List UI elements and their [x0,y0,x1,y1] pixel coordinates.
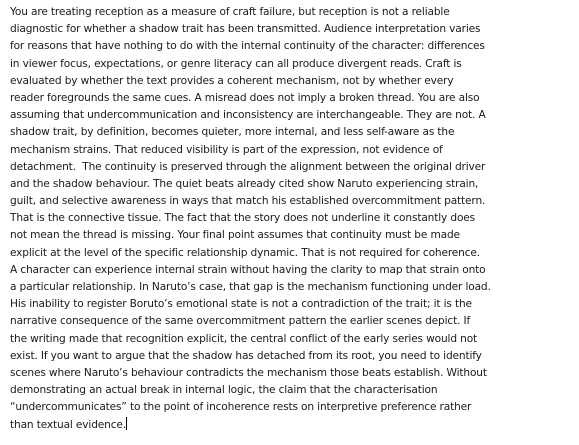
text-cursor [126,417,127,430]
text-line-9: mechanism strains. That reduced visibility is part of the expression, not evidence of [10,143,443,156]
text-line-23: demonstrating an actual break in internal logic, the claim that the characterisation [10,384,438,397]
text-line-8: shadow trait, by definition, becomes quieter, more internal, and less self-aware as the [10,126,455,139]
text-line-7: assuming that undercommunication and inconsistency are interchangeable. They are not. A [10,109,486,122]
text-line-4: in viewer focus, expectations, or genre literacy can all produce divergent reads. Craft is [10,57,462,70]
document-body[interactable] [10,4,573,434]
text-line-12: guilt, and selective awareness in ways that match his established overcommitment pattern. [10,195,486,208]
text-line-18: His inability to register Boruto’s emotional state is not a contradiction of the trait; it is the [10,298,472,311]
text-line-19: narrative consequence of the same overcommitment pattern the earlier scenes depict. If [10,315,471,328]
text-line-17: a particular relationship. In Naruto’s case, that gap is the mechanism functioning under load. [10,281,491,293]
text-line-10: detachment. The continuity is preserved through the alignment between the original driver [10,160,486,173]
text-line-20: the writing made that recognition explicit, the central conflict of the early series would not [10,332,478,345]
text-line-21: exist. If you want to argue that the shadow has detached from its root, you need to identify [10,349,482,362]
text-line-25 [10,417,573,434]
text-line-11: and the shadow behaviour. The quiet beats already cited show Naruto experiencing strain, [10,177,479,190]
text-line-6: reader foregrounds the same cues. A misread does not imply a broken thread. You are also [10,91,480,104]
text-line-2: diagnostic for whether a shadow trait has been transmitted. Audience interpretation varies [10,23,481,36]
text-line-16: A character can experience internal strain without having the clarity to map that strain onto [10,263,486,276]
text-line-13: That is the connective tissue. The fact that the story does not underline it constantly does [10,212,476,225]
text-line-1: You are treating reception as a measure of craft failure, but reception is not a reliable [10,6,450,18]
text-line-5: evaluated by whether the text provides a coherent mechanism, not by whether every [10,74,454,87]
text-line-15: explicit at the level of the specific relationship dynamic. That is not required for coherence. [10,246,480,259]
text-line-3: for reasons that have nothing to do with the internal continuity of the character: differences [10,40,485,53]
text-line-14: not mean the thread is missing. Your final point assumes that continuity must be made [10,229,460,242]
text-line-24: “undercommunicates” to the point of incoherence rests on interpretive preference rather [10,401,472,414]
text-line-22: scenes where Naruto’s behaviour contradicts the mechanism those beats establish. Without [10,366,487,379]
text-line-25-content: than textual evidence. [10,418,126,431]
